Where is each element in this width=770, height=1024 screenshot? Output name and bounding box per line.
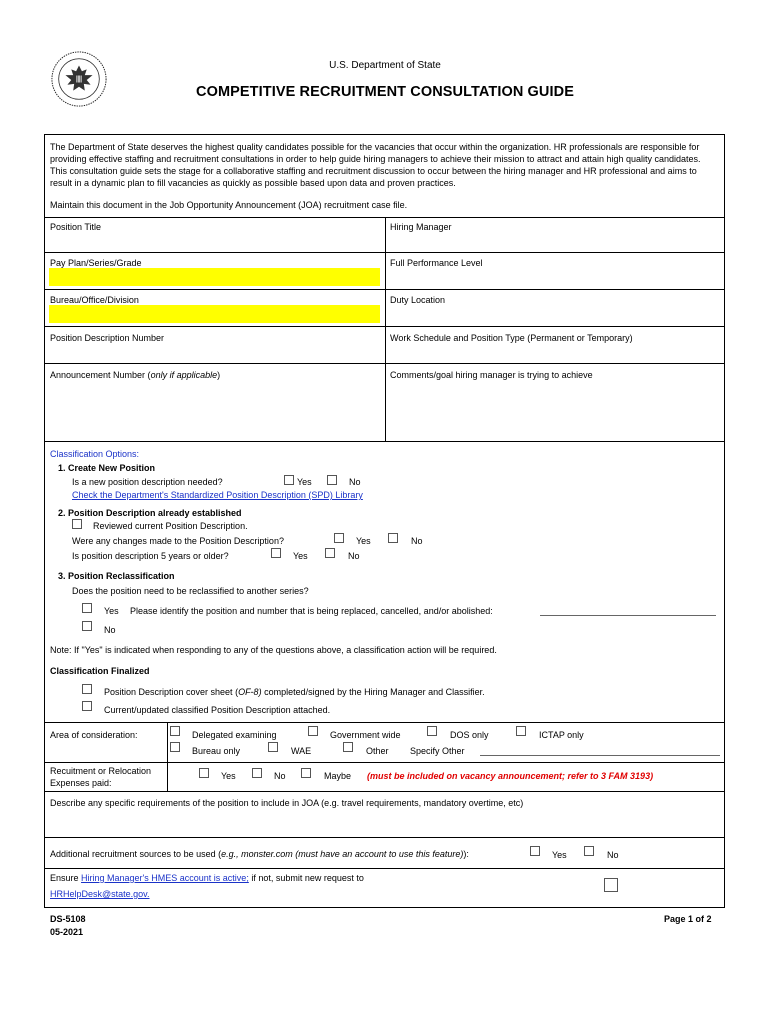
yes-label: Yes: [221, 771, 236, 781]
no-label: No: [607, 850, 619, 860]
hiring-manager-label: Hiring Manager: [390, 222, 452, 232]
duty-location-label: Duty Location: [390, 295, 446, 305]
changes-no-checkbox[interactable]: [388, 533, 398, 543]
ictap-label: ICTAP only: [539, 730, 584, 740]
dos-only-checkbox[interactable]: [427, 726, 437, 736]
relocation-no-checkbox[interactable]: [252, 768, 262, 778]
cover-sheet-checkbox[interactable]: [82, 684, 92, 694]
yes-label: Yes: [293, 551, 308, 561]
bureau-only-label: Bureau only: [192, 746, 241, 756]
reviewed-pd-checkbox[interactable]: [72, 519, 82, 529]
hmes-confirm-checkbox[interactable]: [604, 878, 618, 892]
hmes-link[interactable]: Hiring Manager's HMES account is active;: [81, 873, 249, 883]
age-question: Is position description 5 years or older?: [72, 551, 229, 561]
work-schedule-label: Work Schedule and Position Type (Permanent or Temporary): [390, 333, 633, 343]
comments-label: Comments/goal hiring manager is trying to achieve: [390, 370, 593, 380]
reclass-yes-checkbox[interactable]: [82, 603, 92, 613]
delegated-checkbox[interactable]: [170, 726, 180, 736]
sources-yes-checkbox[interactable]: [530, 846, 540, 856]
age-yes-checkbox[interactable]: [271, 548, 281, 558]
classification-note: Note: If "Yes" is indicated when responding to any of the questions above, a classification action will be required.: [50, 645, 497, 655]
sources-no-checkbox[interactable]: [584, 846, 594, 856]
wae-checkbox[interactable]: [268, 742, 278, 752]
page-title: COMPETITIVE RECRUITMENT CONSULTATION GUIDE: [196, 84, 574, 100]
cover-sheet-label: Position Description cover sheet (OF-8) completed/signed by the Hiring Manager and Classifier.: [104, 687, 485, 697]
yes-label: Yes: [104, 606, 119, 616]
changes-question: Were any changes made to the Position Description?: [72, 536, 284, 546]
new-pd-no-checkbox[interactable]: [327, 475, 337, 485]
divider: [45, 441, 724, 442]
column-divider: [385, 217, 386, 441]
section-1-title: 1. Create New Position: [58, 463, 156, 473]
divider: [45, 791, 724, 792]
relocation-maybe-checkbox[interactable]: [301, 768, 311, 778]
other-label: Other: [366, 746, 389, 756]
yes-label: Yes: [297, 477, 312, 487]
ictap-checkbox[interactable]: [516, 726, 526, 736]
divider: [45, 722, 724, 723]
relocation-notice: (must be included on vacancy announcement; refer to 3 FAM 3193): [367, 771, 654, 781]
specify-other-input[interactable]: [480, 755, 720, 756]
intro-paragraph: The Department of State deserves the highest quality candidates possible for the vacancies that occur within the organization. HR professionals are responsible for providing effective staffing and recruitment consultations in order to help guide hiring managers to achieve their mission to attract and attain high quality candidates. This consultation guide sets the stage for a collaborative staffing and recruitment discussion to occur between the hiring manager and HR professional and aims to result in a dynamic plan to fill vacancies as quickly as possible based upon data and proven practices.: [50, 142, 701, 188]
form-date: 05-2021: [50, 927, 84, 937]
no-label: No: [104, 625, 116, 635]
no-label: No: [349, 477, 361, 487]
column-divider: [167, 722, 168, 791]
department-name: U.S. Department of State: [329, 60, 441, 71]
other-checkbox[interactable]: [343, 742, 353, 752]
changes-yes-checkbox[interactable]: [334, 533, 344, 543]
section-3-title: 3. Position Reclassification: [58, 571, 175, 581]
yes-label: Yes: [356, 536, 371, 546]
new-pd-yes-checkbox[interactable]: [284, 475, 294, 485]
page-number: Page 1 of 2: [664, 914, 712, 924]
no-label: No: [411, 536, 423, 546]
announcement-label: Announcement Number (only if applicable): [50, 370, 221, 380]
gov-wide-label: Government wide: [330, 730, 401, 740]
hr-helpdesk-email-link[interactable]: HRHelpDesk@state.gov.: [50, 889, 150, 899]
section-2-title: 2. Position Description already established: [58, 508, 242, 518]
full-performance-label: Full Performance Level: [390, 258, 483, 268]
dos-only-label: DOS only: [450, 730, 489, 740]
relocation-yes-checkbox[interactable]: [199, 768, 209, 778]
form-id: DS-5108: [50, 914, 86, 924]
divider: [45, 868, 724, 869]
yes-label: Yes: [552, 850, 567, 860]
area-label: Area of consideration:: [50, 730, 138, 740]
new-pd-question: Is a new position description needed?: [72, 477, 223, 487]
requirements-label: Describe any specific requirements of the position to include in JOA (e.g. travel requirements, mandatory overtime, etc): [50, 798, 524, 808]
sources-label: Additional recruitment sources to be used (e.g., monster.com (must have an account to use this feature)):: [50, 849, 469, 859]
gov-wide-checkbox[interactable]: [308, 726, 318, 736]
bureau-input[interactable]: [49, 305, 380, 323]
hmes-text: Ensure Hiring Manager's HMES account is active; if not, submit new request to: [50, 873, 364, 883]
no-label: No: [348, 551, 360, 561]
classification-heading: Classification Options:: [50, 449, 140, 459]
position-title-label: Position Title: [50, 222, 102, 232]
bureau-label: Bureau/Office/Division: [50, 295, 139, 305]
reclass-yes-text: Please identify the position and number that is being replaced, cancelled, and/or abolished:: [130, 606, 493, 616]
reclass-no-checkbox[interactable]: [82, 621, 92, 631]
age-no-checkbox[interactable]: [325, 548, 335, 558]
reclass-position-input[interactable]: [540, 615, 716, 616]
divider: [45, 762, 724, 763]
reclass-question: Does the position need to be reclassified to another series?: [72, 586, 309, 596]
divider: [45, 837, 724, 838]
relocation-label-line1: Recuitment or Relocation: [50, 766, 152, 776]
reviewed-pd-label: Reviewed current Position Description.: [93, 521, 248, 531]
relocation-label-line2: Expenses paid:: [50, 778, 112, 788]
specify-other-label: Specify Other: [410, 746, 465, 756]
pay-plan-input[interactable]: [49, 268, 380, 286]
pd-attached-checkbox[interactable]: [82, 701, 92, 711]
wae-label: WAE: [291, 746, 312, 756]
spd-library-link[interactable]: Check the Department's Standardized Position Description (SPD) Library: [72, 490, 363, 500]
delegated-label: Delegated examining: [192, 730, 277, 740]
maintain-note: Maintain this document in the Job Opportunity Announcement (JOA) recruitment case file.: [50, 200, 408, 210]
finalized-heading: Classification Finalized: [50, 666, 150, 676]
pd-number-label: Position Description Number: [50, 333, 165, 343]
maybe-label: Maybe: [324, 771, 352, 781]
pay-plan-label: Pay Plan/Series/Grade: [50, 258, 142, 268]
pd-attached-label: Current/updated classified Position Description attached.: [104, 705, 331, 715]
bureau-only-checkbox[interactable]: [170, 742, 180, 752]
no-label: No: [274, 771, 286, 781]
